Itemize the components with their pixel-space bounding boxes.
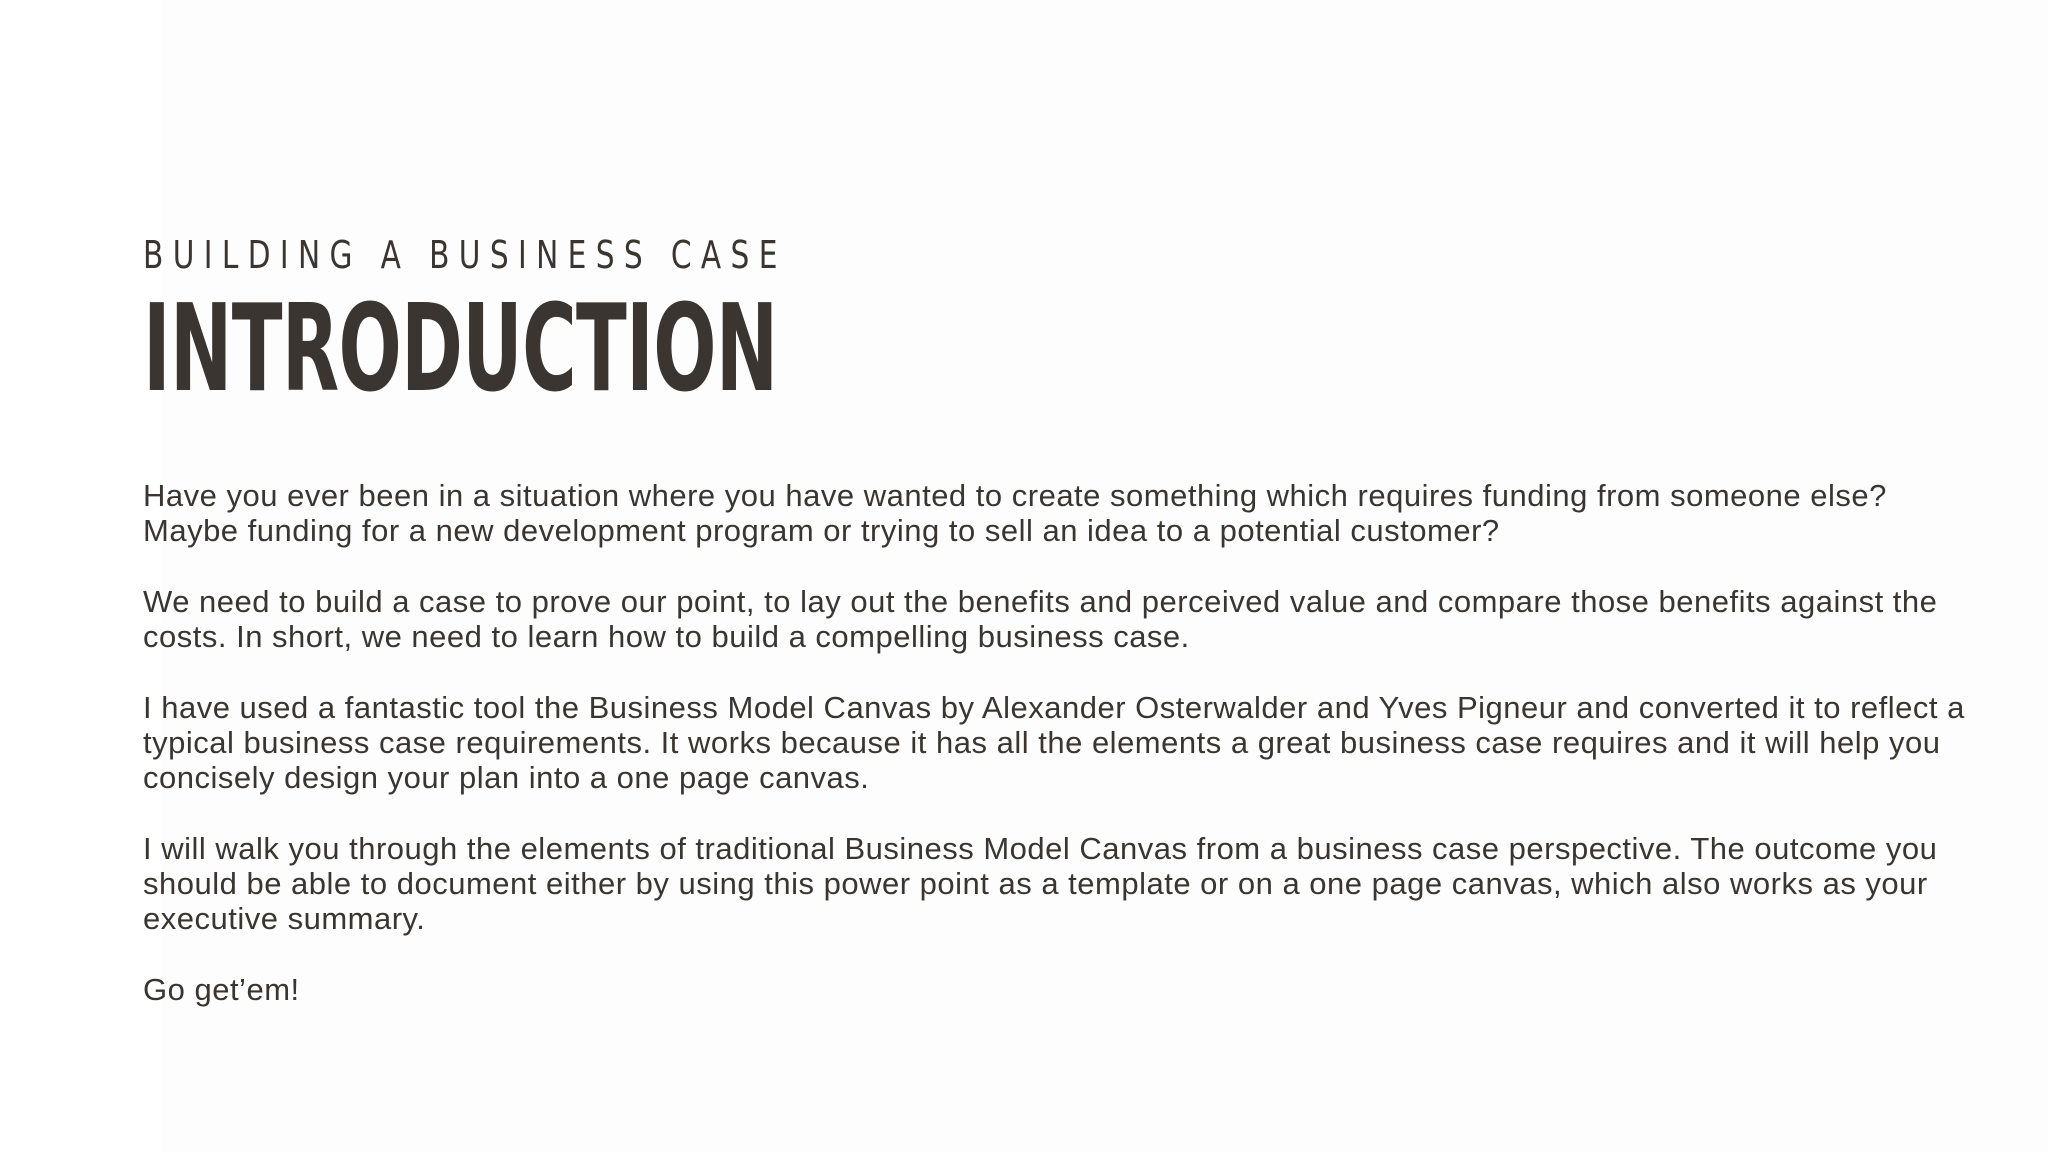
body-paragraph-5: Go get’em! — [143, 972, 300, 1007]
body-paragraph-4: I will walk you through the elements of traditional Business Model Canvas from a business case perspective. The outcome you should be able to document either by using this power point as a template or on a one page canvas, which also works as your executive summary. — [143, 831, 1938, 936]
slide-body — [143, 478, 1973, 1007]
slide-subtitle: BUILDING A BUSINESS CASE — [143, 233, 787, 277]
body-paragraph-2: We need to build a case to prove our point, to lay out the benefits and perceived value and compare those benefits against the costs. In short, we need to learn how to build a compelling business case. — [143, 584, 1938, 654]
body-paragraph-1: Have you ever been in a situation where you have wanted to create something which requires funding from someone else? Maybe funding for a new development program or trying to sell an idea to a potential customer? — [143, 478, 1887, 548]
body-paragraph-3: I have used a fantastic tool the Business Model Canvas by Alexander Osterwalder and Yves Pigneur and converted it to reflect a typical business case requirements. It works because it has all the elements a great business case requires and it will help you concisely design your plan into a one page canvas. — [143, 690, 1965, 795]
slide-content — [143, 228, 1983, 1043]
slide-title: INTRODUCTION — [143, 280, 778, 419]
